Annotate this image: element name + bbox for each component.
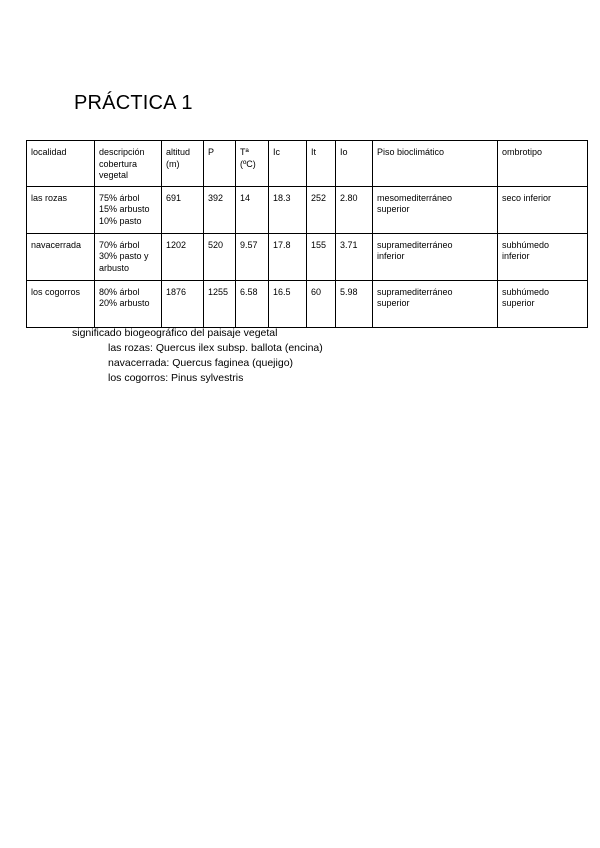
cell-descripcion: 75% árbol 15% arbusto 10% pasto xyxy=(95,186,162,233)
note-item: las rozas: Quercus ilex subsp. ballota (encina) xyxy=(108,342,323,354)
cell-descripcion: 70% árbol 30% pasto y arbusto xyxy=(95,233,162,280)
biogeographic-notes xyxy=(72,326,323,386)
cell-io: 3.71 xyxy=(336,233,373,280)
cell-altitud: 1876 xyxy=(162,280,204,327)
cell-ombrotipo: seco inferior xyxy=(498,186,588,233)
cell-ic: 16.5 xyxy=(269,280,307,327)
header-descripcion: descripción cobertura vegetal xyxy=(95,141,162,187)
cell-ic: 17.8 xyxy=(269,233,307,280)
cell-it: 252 xyxy=(307,186,336,233)
cell-ombrotipo: subhúmedo inferior xyxy=(498,233,588,280)
cell-p: 392 xyxy=(204,186,236,233)
note-item: navacerrada: Quercus faginea (quejigo) xyxy=(108,357,294,369)
header-ic: Ic xyxy=(269,141,307,187)
bioclimatic-table xyxy=(26,140,588,328)
cell-t: 6.58 xyxy=(236,280,269,327)
header-ombrotipo: ombrotipo xyxy=(498,141,588,187)
cell-p: 520 xyxy=(204,233,236,280)
cell-piso: supramediterráneo superior xyxy=(373,280,498,327)
cell-piso: supramediterráneo inferior xyxy=(373,233,498,280)
table-header-row xyxy=(27,141,588,187)
header-io: Io xyxy=(336,141,373,187)
page-title: PRÁCTICA 1 xyxy=(74,92,193,114)
cell-p: 1255 xyxy=(204,280,236,327)
cell-it: 60 xyxy=(307,280,336,327)
cell-localidad: los cogorros xyxy=(27,280,95,327)
header-localidad: localidad xyxy=(27,141,95,187)
header-t: Tª (ºC) xyxy=(236,141,269,187)
cell-descripcion: 80% árbol 20% arbusto xyxy=(95,280,162,327)
header-piso: Piso bioclimático xyxy=(373,141,498,187)
cell-it: 155 xyxy=(307,233,336,280)
cell-ombrotipo: subhúmedo superior xyxy=(498,280,588,327)
table-row xyxy=(27,186,588,233)
cell-altitud: 691 xyxy=(162,186,204,233)
cell-localidad: las rozas xyxy=(27,186,95,233)
cell-altitud: 1202 xyxy=(162,233,204,280)
cell-ic: 18.3 xyxy=(269,186,307,233)
table-row xyxy=(27,280,588,327)
header-it: It xyxy=(307,141,336,187)
cell-io: 5.98 xyxy=(336,280,373,327)
table-row xyxy=(27,233,588,280)
cell-localidad: navacerrada xyxy=(27,233,95,280)
cell-io: 2.80 xyxy=(336,186,373,233)
notes-heading: significado biogeográfico del paisaje vegetal xyxy=(72,327,278,339)
note-item: los cogorros: Pinus sylvestris xyxy=(108,372,244,384)
header-p: P xyxy=(204,141,236,187)
cell-t: 14 xyxy=(236,186,269,233)
header-altitud: altitud (m) xyxy=(162,141,204,187)
cell-t: 9.57 xyxy=(236,233,269,280)
cell-piso: mesomediterráneo superior xyxy=(373,186,498,233)
